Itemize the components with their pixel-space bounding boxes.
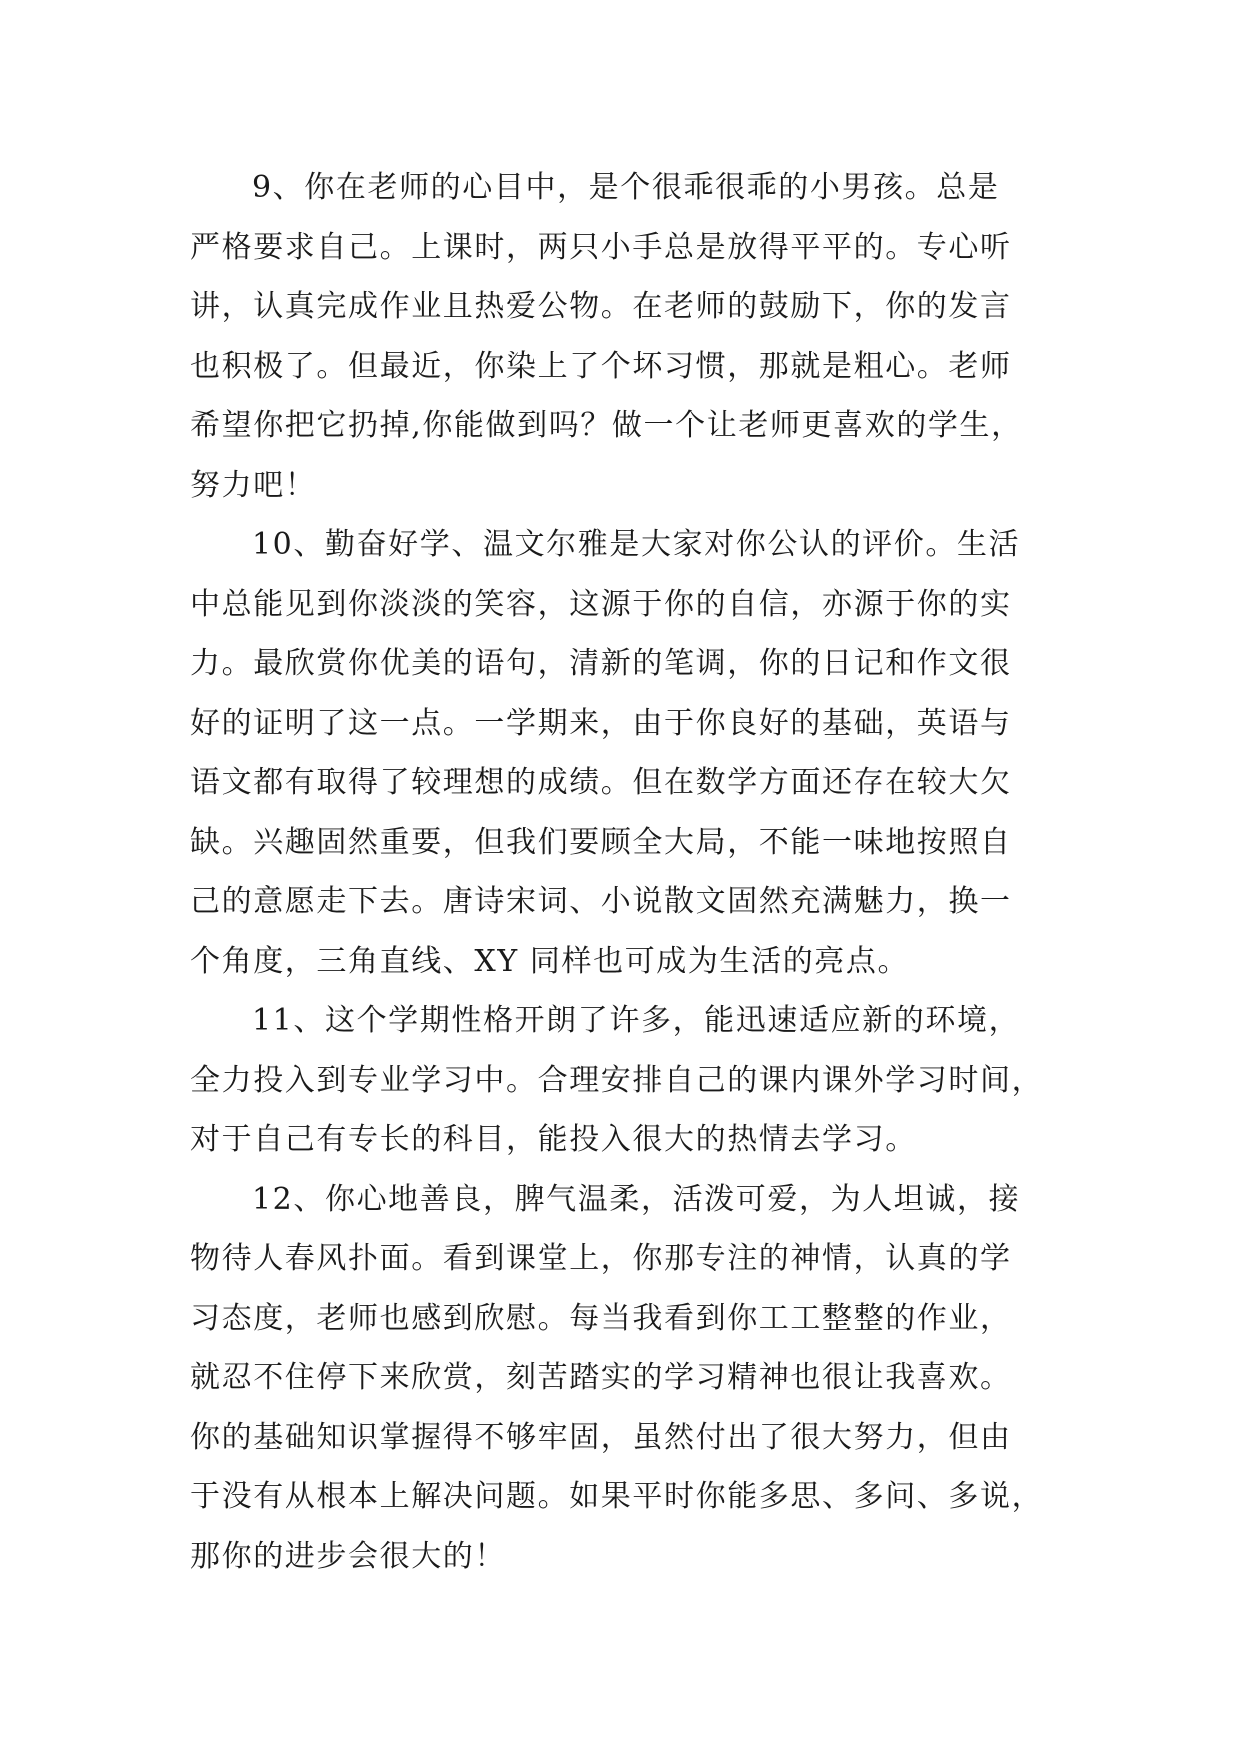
text-line: 12、你心地善良，脾气温柔，活泼可爱，为人坦诚，接 xyxy=(252,1181,1021,1217)
text-line: 好的证明了这一点。一学期来，由于你良好的基础，英语与 xyxy=(190,705,1012,741)
text-line: 那你的进步会很大的！ xyxy=(190,1538,506,1574)
text-line: 缺。兴趣固然重要，但我们要顾全大局，不能一味地按照自 xyxy=(190,824,1012,860)
text-line: 9、你在老师的心目中，是个很乖很乖的小男孩。总是 xyxy=(252,170,1000,205)
text-line: 你的基础知识掌握得不够牢固，虽然付出了很大努力，但由 xyxy=(190,1419,1012,1455)
text-line: 努力吧！ xyxy=(190,467,317,503)
text-line: 己的意愿走下去。唐诗宋词、小说散文固然充满魅力，换一 xyxy=(190,884,1012,919)
comment-paragraph-12 xyxy=(190,1170,1052,1587)
text-line: 11、这个学期性格开朗了许多，能迅速适应新的环境， xyxy=(252,1003,1021,1038)
text-line: 物待人春风扑面。看到课堂上，你那专注的神情，认真的学 xyxy=(190,1241,1012,1276)
document-body xyxy=(190,158,1052,1586)
text-line: 力。最欣赏你优美的语句，清新的笔调，你的日记和作文很 xyxy=(190,646,1012,681)
text-line: 10、勤奋好学、温文尔雅是大家对你公认的评价。生活 xyxy=(252,527,1021,562)
text-line: 严格要求自己。上课时，两只小手总是放得平平的。专心听 xyxy=(190,229,1012,265)
text-line: 就忍不住停下来欣赏，刻苦踏实的学习精神也很让我喜欢。 xyxy=(190,1360,1012,1395)
text-line: 语文都有取得了较理想的成绩。但在数学方面还存在较大欠 xyxy=(190,765,1012,800)
text-line: 全力投入到专业学习中。合理安排自己的课内课外学习时间， xyxy=(190,1062,1044,1098)
text-line: 个角度，三角直线、XY 同样也可成为生活的亮点。 xyxy=(190,943,910,979)
comment-paragraph-10 xyxy=(190,515,1052,991)
text-line: 也积极了。但最近，你染上了个坏习惯，那就是粗心。老师 xyxy=(190,348,1012,384)
text-line: 对于自己有专长的科目，能投入很大的热情去学习。 xyxy=(190,1122,917,1157)
text-line: 中总能见到你淡淡的笑容，这源于你的自信，亦源于你的实 xyxy=(190,586,1012,622)
comment-paragraph-11 xyxy=(190,991,1052,1170)
text-line: 希望你把它扔掉,你能做到吗？做一个让老师更喜欢的学生， xyxy=(190,408,1023,443)
text-line: 习态度，老师也感到欣慰。每当我看到你工工整整的作业， xyxy=(190,1300,1012,1336)
text-line: 讲，认真完成作业且热爱公物。在老师的鼓励下，你的发言 xyxy=(190,289,1012,324)
comment-paragraph-9 xyxy=(190,158,1052,515)
text-line: 于没有从根本上解决问题。如果平时你能多思、多问、多说， xyxy=(190,1479,1044,1514)
